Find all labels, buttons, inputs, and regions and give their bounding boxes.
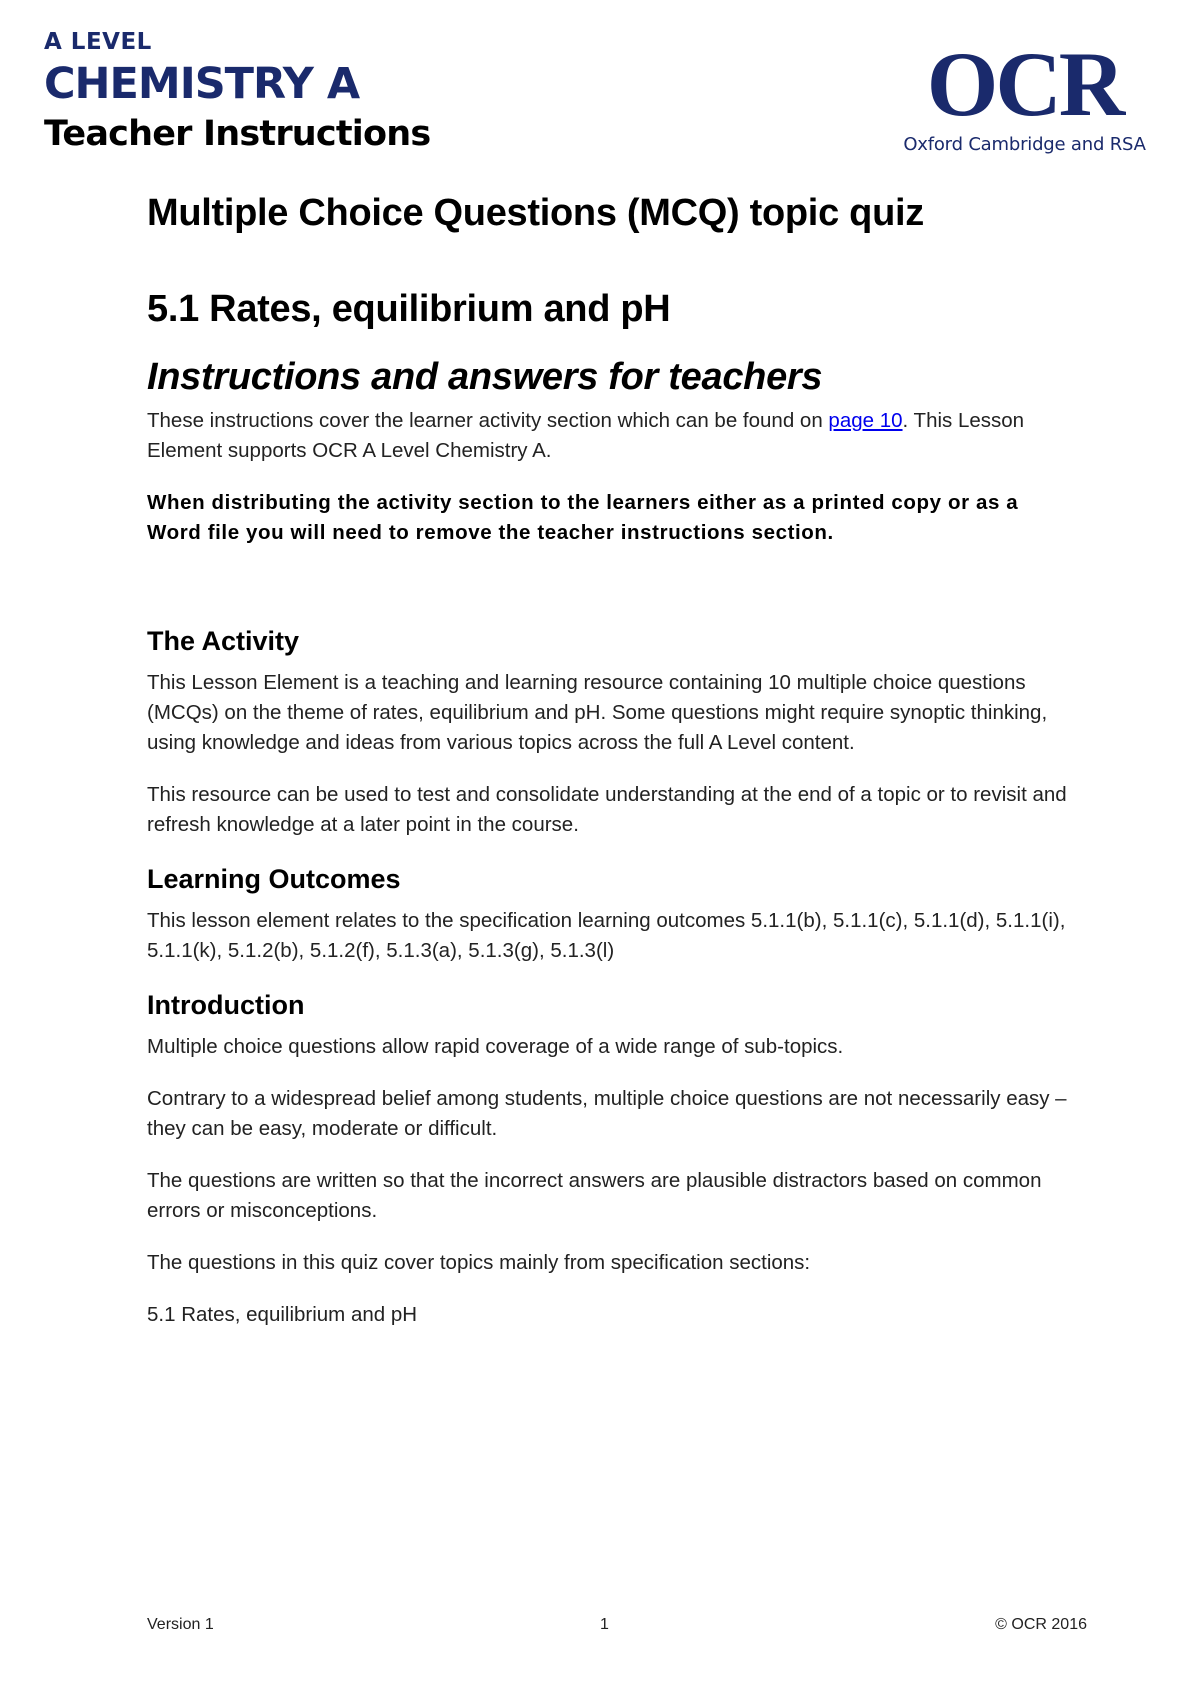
activity-paragraph-1: This Lesson Element is a teaching and learning resource containing 10 multiple choice questions (MCQs) on the theme of rates, equilibrium and pH. Some questions might require synoptic thinking, using knowledge and ideas from various topics across the full A Level content. (147, 671, 1048, 754)
activity-paragraph-2: This resource can be used to test and consolidate understanding at the end of a topic or to revisit and refresh knowledge at a later point in the course. (147, 783, 1067, 836)
introduction-paragraph-5: 5.1 Rates, equilibrium and pH (147, 1303, 418, 1326)
subject-title: CHEMISTRY A (44, 59, 360, 109)
ocr-logo (897, 33, 1152, 155)
distribution-note: When distributing the activity section to the learners either as a printed copy or as a Word file you will need to remove the teacher instructions section. (147, 491, 1019, 544)
topic-heading: 5.1 Rates, equilibrium and pH (147, 288, 671, 330)
ocr-logo-mark: OCR (926, 33, 1123, 135)
outcomes-heading: Learning Outcomes (147, 864, 401, 894)
intro-text-after: . This Lesson Element supports OCR A Level Chemistry A. (147, 409, 1025, 462)
activity-heading: The Activity (147, 626, 300, 656)
page-title: Multiple Choice Questions (MCQ) topic quiz (147, 192, 924, 234)
ocr-logo-text: Oxford Cambridge and RSA (903, 134, 1146, 155)
header-branding (44, 28, 430, 156)
instructions-heading: Instructions and answers for teachers (147, 356, 823, 398)
document-type: Teacher Instructions (44, 114, 431, 154)
intro-text-before: These instructions cover the learner activity section which can be found on (147, 409, 829, 432)
qualification-level: A LEVEL (44, 29, 152, 55)
footer-copyright: © OCR 2016 (995, 1616, 1087, 1633)
introduction-heading: Introduction (147, 990, 305, 1020)
main-content (147, 190, 1077, 1352)
spacer (147, 548, 1077, 624)
introduction-paragraph-2: Contrary to a widespread belief among students, multiple choice questions are not necessarily easy – they can be easy, moderate or difficult. (147, 1087, 1067, 1140)
introduction-paragraph-3: The questions are written so that the incorrect answers are plausible distractors based on common errors or misconceptions. (147, 1169, 1042, 1222)
introduction-paragraph-1: Multiple choice questions allow rapid coverage of a wide range of sub-topics. (147, 1035, 844, 1058)
outcomes-paragraph: This lesson element relates to the specification learning outcomes 5.1.1(b), 5.1.1(c), 5.1.1(d), 5.1.1(i), 5.1.1(k), 5.1.2(b), 5.1.2(f), 5.1.3(a), 5.1.3(g), 5.1.3(l) (147, 909, 1066, 962)
intro-paragraph (147, 406, 1077, 466)
footer-version: Version 1 (147, 1616, 214, 1633)
introduction-paragraph-4: The questions in this quiz cover topics mainly from specification sections: (147, 1251, 811, 1274)
page-10-link[interactable]: page 10 (828, 409, 903, 432)
footer-page-number: 1 (600, 1616, 609, 1633)
